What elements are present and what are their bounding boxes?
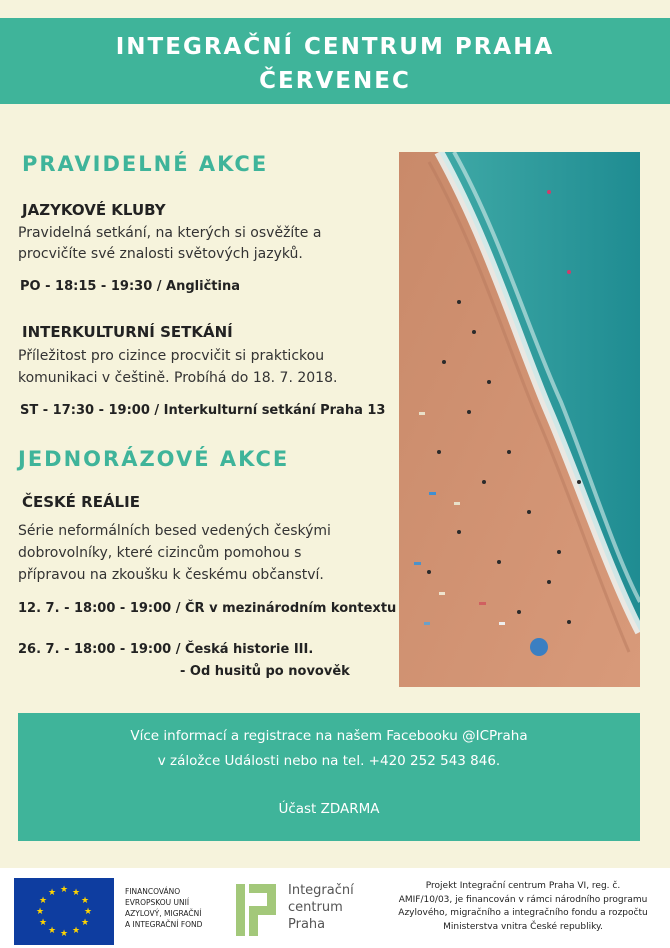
realia-desc-2: dobrovolníky, které cizincům pomohou s (18, 545, 302, 561)
language-clubs-desc-2: procvičíte své znalosti světových jazyků. (18, 246, 303, 262)
ic-logo-text: Integrační centrum Praha (288, 883, 354, 932)
intercultural-desc-1: Příležitost pro cizince procvičit si praktickou (18, 348, 325, 364)
page-title: INTEGRAČNÍ CENTRUM PRAHA (115, 34, 555, 60)
svg-text:★: ★ (38, 896, 48, 906)
realia-event-2-subtitle: - Od husitů po novověk (180, 664, 350, 679)
info-line-free: Účast ZDARMA (278, 801, 380, 817)
svg-text:★: ★ (80, 918, 90, 928)
intercultural-schedule: ST - 17:30 - 19:00 / Interkulturní setkání Praha 13 (20, 403, 386, 418)
svg-text:★: ★ (47, 926, 57, 936)
project-funding-note: Projekt Integrační centrum Praha VI, reg. č. AMIF/10/03, je financován v rámci národního programu Azylového, migračního a integračního fondu a rozpočtu Ministerstva vnitra České republiky. (398, 881, 648, 932)
realia-event-1: 12. 7. - 18:00 - 19:00 / ČR v mezinárodním kontextu (18, 601, 397, 616)
svg-text:★: ★ (47, 888, 57, 898)
language-clubs-title: JAZYKOVÉ KLUBY (22, 201, 166, 219)
section-title-oneoff: JEDNORÁZOVÉ AKCE (18, 447, 290, 471)
info-line-facebook: Více informací a registrace na našem Facebooku @ICPraha (130, 728, 528, 744)
footer (0, 868, 670, 948)
info-line-contact: v záložce Události nebo na tel. +420 252 543 846. (157, 753, 501, 769)
realia-desc-3: přípravou na zkoušku k českému občanství. (18, 567, 324, 583)
svg-text:★: ★ (59, 885, 69, 895)
svg-text:★: ★ (80, 896, 90, 906)
intercultural-desc-2: komunikaci v češtině. Probíhá do 18. 7. 2018. (18, 370, 338, 386)
info-box (18, 713, 640, 841)
svg-text:★: ★ (83, 907, 93, 917)
eu-flag-icon (14, 878, 114, 945)
language-clubs-desc-1: Pravidelná setkání, na kterých si osvěžíte a (18, 225, 322, 241)
svg-text:★: ★ (71, 888, 81, 898)
intercultural-title: INTERKULTURNÍ SETKÁNÍ (22, 323, 233, 341)
ic-logo-icon (236, 884, 276, 936)
realia-desc-1: Série neformálních besed vedených českými (18, 523, 331, 539)
svg-text:★: ★ (59, 929, 69, 939)
realia-title: ČESKÉ REÁLIE (22, 493, 140, 511)
svg-text:★: ★ (35, 907, 45, 917)
section-title-regular: PRAVIDELNÉ AKCE (22, 152, 269, 176)
eu-funding-text: FINANCOVÁNO EVROPSKOU UNIÍ AZYLOVÝ, MIGRAČNÍ A INTEGRAČNÍ FOND (125, 887, 203, 929)
header-banner (0, 18, 670, 104)
page-subtitle-month: ČERVENEC (259, 68, 411, 94)
svg-text:★: ★ (71, 926, 81, 936)
language-clubs-schedule: PO - 18:15 - 19:30 / Angličtina (20, 279, 240, 294)
beach-aerial-photo (399, 152, 640, 687)
realia-event-2: 26. 7. - 18:00 - 19:00 / Česká historie III. (18, 642, 314, 657)
svg-text:★: ★ (38, 918, 48, 928)
